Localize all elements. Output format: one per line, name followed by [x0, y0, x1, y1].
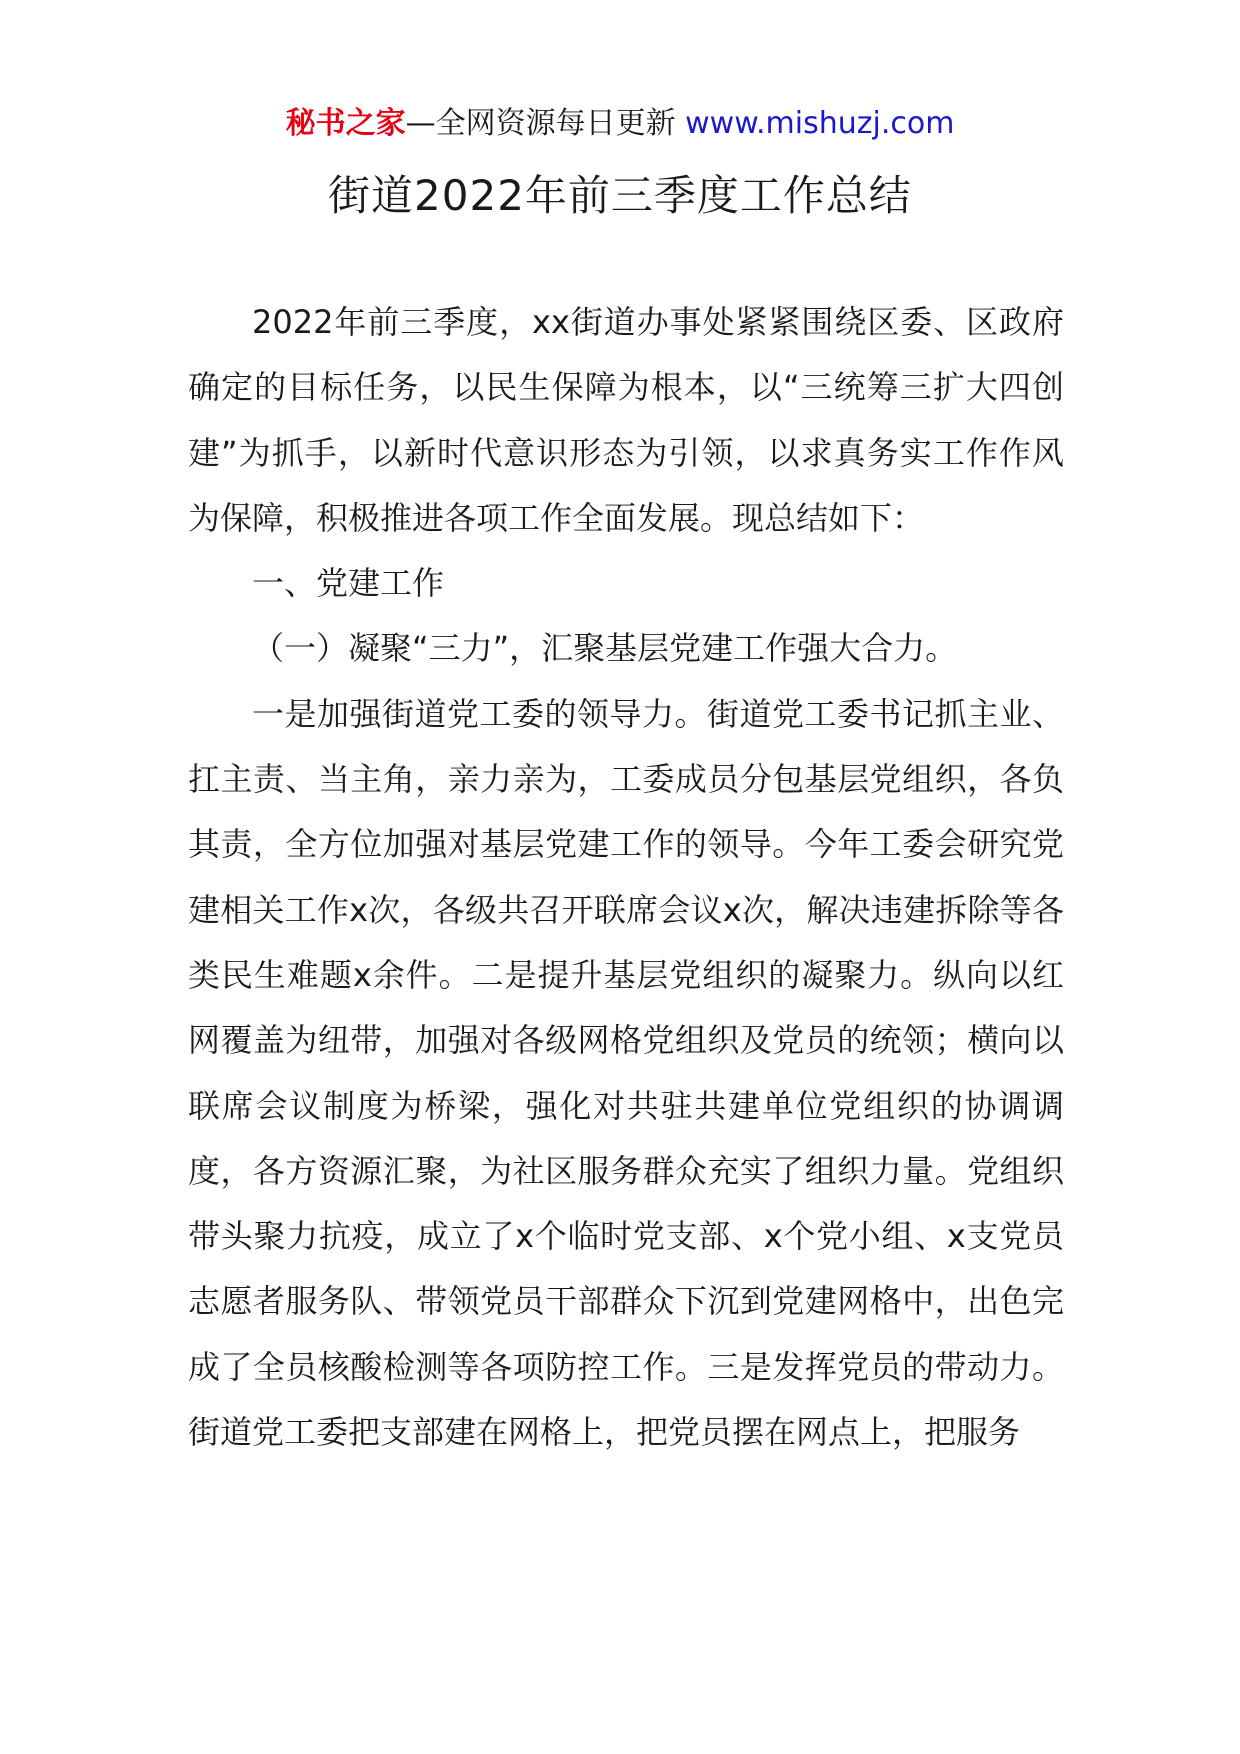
section-heading-party-building: 一、党建工作: [252, 564, 445, 603]
body-paragraph: 一是加强街道党工委的领导力。街道党工委书记抓主业、扛主责、当主角，亲力亲为，工委成员分包基层党组织，各负其责，全方位加强对基层党建工作的领导。今年工委会研究党建相关工作x次，各级共召开联席会议x次，解决违建拆除等各类民生难题x余件。二是提升基层党组织的凝聚力。纵向以红网覆盖为纽带，加强对各级网格党组织及党员的统领；横向以联席会议制度为桥梁，强化对共驻共建单位党组织的协调调度，各方资源汇聚，为社区服务群众充实了组织力量。党组织带头聚力抗疫，成立了x个临时党支部、x个党小组、x支党员志愿者服务队、带领党员干部群众下沉到党建网格中，出色完成了全员核酸检测等各项防控工作。三是发挥党员的带动力。街道党工委把支部建在网格上，把党员摆在网点上，把服务: [188, 694, 1064, 1452]
header-slogan: —全网资源每日更新: [405, 106, 676, 141]
subsection-heading: （一）凝聚“三力”，汇聚基层党建工作强大合力。: [252, 629, 958, 668]
site-header: [0, 104, 1240, 144]
document-body: [188, 290, 1064, 1465]
site-url-link[interactable]: www.mishuzj.com: [685, 106, 955, 141]
intro-paragraph: 2022年前三季度，xx街道办事处紧紧围绕区委、区政府确定的目标任务，以民生保障为根本，以“三统筹三扩大四创建”为抓手，以新时代意识形态为引领，以求真务实工作作风为保障，积极推进各项工作全面发展。现总结如下：: [188, 303, 1064, 537]
document-title: 街道2022年前三季度工作总结: [328, 171, 912, 220]
brand-name: 秘书之家: [285, 106, 406, 141]
